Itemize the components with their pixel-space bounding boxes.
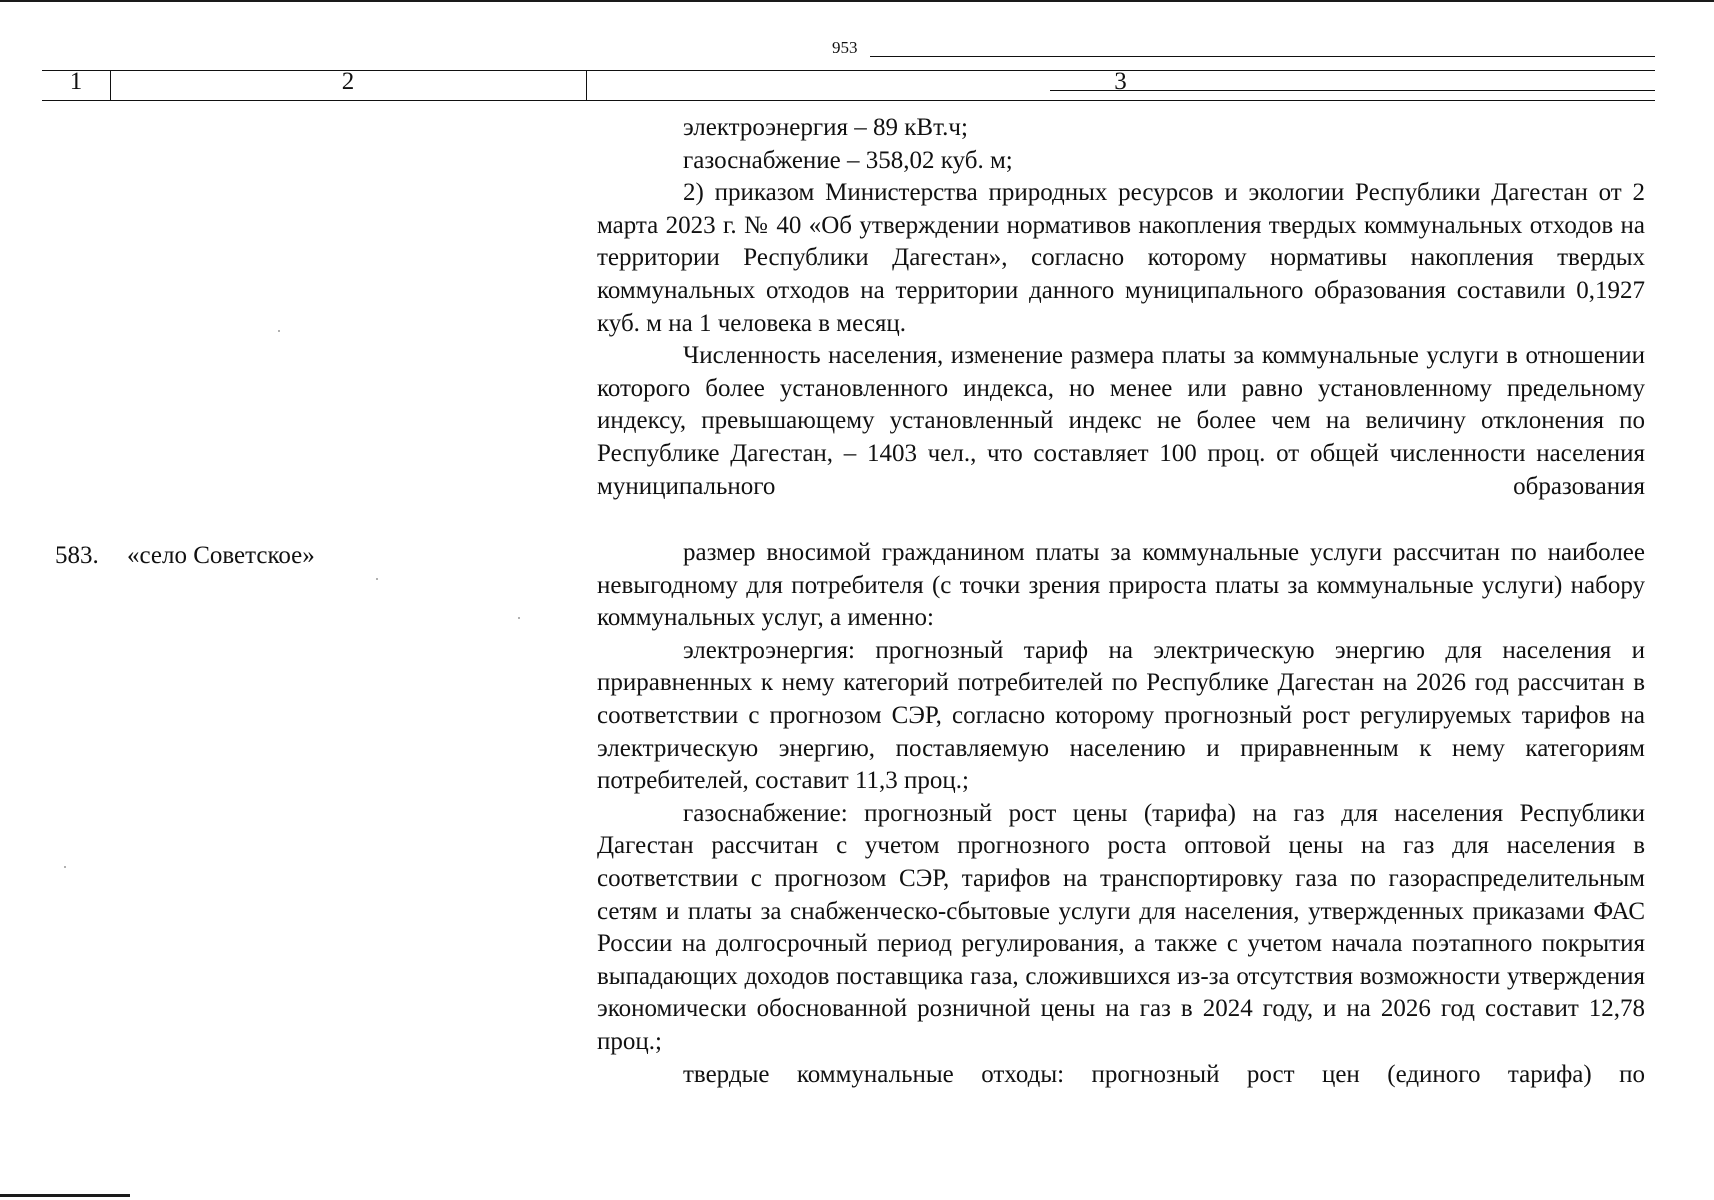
- page-number: 953: [832, 38, 858, 57]
- paragraph-payment-size: размер вносимой гражданином платы за коммунальные услуги рассчитан по наиболее невыгодному для потребителя (с точки зрения прироста платы за коммунальные услуги) набору коммунальных услуг, а именно:: [597, 539, 1645, 632]
- scan-speck: [64, 866, 66, 868]
- scan-speck: [278, 330, 280, 332]
- entry-name: «село Советское»: [127, 542, 315, 569]
- scan-edge-bottom: [0, 1194, 130, 1197]
- paragraph-waste: твердые коммунальные отходы: прогнозный рост цен (единого тарифа) по: [683, 1060, 1645, 1088]
- paragraph-order-item: 2) приказом Министерства природных ресурсов и экологии Республики Дагестан от 2 марта 2023 г. № 40 «Об утверждении нормативов накопления твердых коммунальных отходов на территории Республики Дагестан», согласно которому нормативы накопления твердых коммунальных отходов на территории данного муниципального образования составили 0,1927 куб. м на 1 человека в месяц.: [597, 179, 1645, 337]
- continuation-block: [597, 112, 1645, 503]
- paragraph-electricity: электроэнергия: прогнозный тариф на электрическую энергию для населения и приравненных к нему категорий потребителей по Республике Дагестан на 2026 год рассчитан в соответствии с прогнозом СЭР, согласно которому прогнозный рост регулируемых тарифов на электрическую энергию, поставляемую населению и приравненным к нему категориям потребителей, составит 11,3 проц.;: [597, 636, 1645, 795]
- header-rule-bottom: [42, 100, 1655, 101]
- column-number-2: 2: [341, 68, 355, 95]
- paragraph-gas-norm: газоснабжение – 358,02 куб. м;: [683, 146, 1013, 174]
- scan-speck: [518, 617, 520, 619]
- header-rule-top-long: [870, 56, 1655, 57]
- column-number-1: 1: [69, 68, 83, 95]
- paragraph-population: Численность населения, изменение размера платы за коммунальные услуги в отношении которого более установленного индекса, но менее или равно установленному предельному индексу, превышающему установленный индекс не более чем на величину отклонения по Республике Дагестан, – 1403 чел., что составляет 100 проц. от общей численности населения муниципального образования: [597, 342, 1645, 500]
- column-number-3: 3: [1114, 68, 1127, 95]
- scan-edge-top: [0, 0, 1714, 2]
- scan-speck: [376, 578, 378, 580]
- paragraph-gas: газоснабжение: прогнозный рост цены (тарифа) на газ для населения Республики Дагестан рассчитан с учетом прогнозного роста оптовой цены на газ для населения в соответствии с прогнозом СЭР, тарифов на транспортировку газа по газораспределительным сетям и платы за снабженческо-сбытовые услуги для населения, утвержденных приказами ФАС России на долгосрочный период регулирования, а также с учетом начала поэтапного покрытия выпадающих доходов поставщика газа, сложившихся из-за отсутствия возможности утверждения экономически обоснованной розничной цены на газ в 2024 году, и на 2026 год составит 12,78 проц.;: [597, 799, 1645, 1055]
- entry-number: 583.: [55, 542, 99, 569]
- paragraph-electricity-norm: электроэнергия – 89 кВт.ч;: [683, 114, 968, 141]
- entry-description: [597, 537, 1645, 1091]
